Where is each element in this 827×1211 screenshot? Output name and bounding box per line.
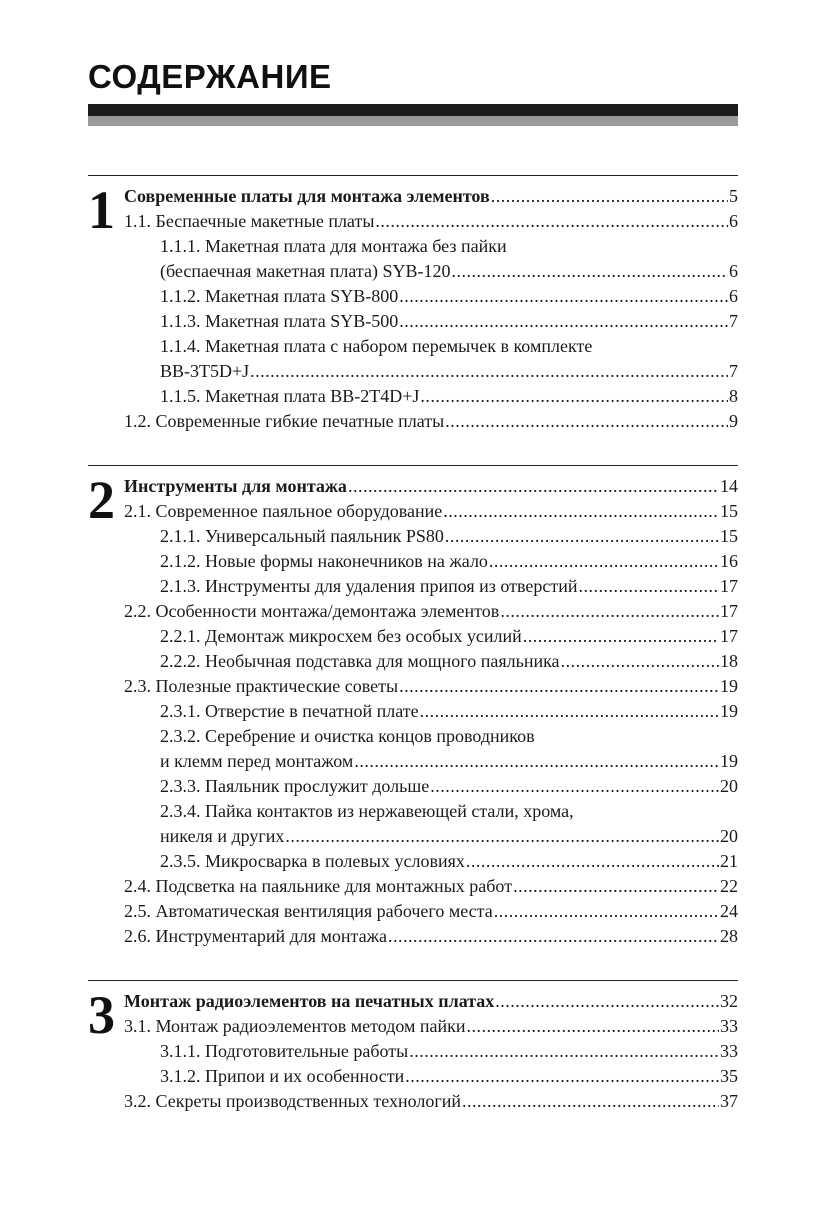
toc-entry[interactable]	[124, 824, 738, 849]
dot-leader	[354, 749, 719, 774]
toc-entry-title: 2.1. Современное паяльное оборудование	[124, 501, 443, 521]
toc-entry-title: 2.1.2. Новые формы наконечников на жало	[160, 551, 488, 571]
dot-leader	[523, 624, 719, 649]
chapter-heading-entry[interactable]	[124, 474, 738, 499]
toc-entry-title: и клемм перед монтажом	[160, 751, 354, 771]
page-number: 37	[720, 1091, 738, 1111]
page-number: 20	[720, 776, 738, 796]
toc-entry-title: 3.1. Монтаж радиоэлементов методом пайки	[124, 1016, 466, 1036]
dot-leader	[494, 899, 719, 924]
toc-list	[124, 989, 738, 1114]
chapter-divider	[88, 980, 738, 981]
chapter-number: 1	[88, 180, 115, 240]
toc-entry-title: 2.3.1. Отверстие в печатной плате	[160, 701, 419, 721]
dot-leader	[409, 1039, 719, 1064]
page-title: СОДЕРЖАНИЕ	[88, 58, 332, 95]
toc-entry[interactable]	[124, 924, 738, 949]
toc-entry[interactable]	[124, 899, 738, 924]
toc-entry-title: 2.2.1. Демонтаж микросхем без особых усилий	[160, 626, 522, 646]
dot-leader	[285, 824, 719, 849]
page-number: 19	[720, 676, 738, 696]
page-number: 19	[720, 751, 738, 771]
toc-entry-title: 2.3.2. Серебрение и очистка концов проводников	[160, 726, 535, 746]
page-number: 17	[720, 601, 738, 621]
page-number: 18	[720, 651, 738, 671]
dot-leader	[452, 259, 729, 284]
toc-entry-title: 2.2.2. Необычная подставка для мощного паяльника	[160, 651, 560, 671]
toc-entry[interactable]	[124, 874, 738, 899]
toc-entry-title: 2.6. Инструментарий для монтажа	[124, 926, 388, 946]
toc-entry[interactable]	[124, 799, 738, 824]
toc-entry-title: 2.4. Подсветка на паяльнике для монтажных работ	[124, 876, 513, 896]
toc-entry-title: 2.1.3. Инструменты для удаления припоя из отверстий	[160, 576, 578, 596]
dot-leader	[399, 284, 728, 309]
dot-leader	[388, 924, 719, 949]
toc-entry-title: 3.1.2. Припои и их особенности	[160, 1066, 405, 1086]
dot-leader	[445, 524, 719, 549]
dot-leader	[250, 359, 728, 384]
chapter-divider	[88, 175, 738, 176]
chapter-heading-entry[interactable]	[124, 989, 738, 1014]
toc-entry[interactable]	[124, 649, 738, 674]
dot-leader	[399, 674, 719, 699]
toc-entry[interactable]	[124, 549, 738, 574]
toc-entry[interactable]	[124, 624, 738, 649]
toc-entry-title: 1.1. Беспаечные макетные платы	[124, 211, 375, 231]
title-rule-dark	[88, 104, 738, 116]
dot-leader	[579, 574, 719, 599]
toc-entry-title: 2.5. Автоматическая вентиляция рабочего места	[124, 901, 493, 921]
toc-entry[interactable]	[124, 724, 738, 749]
dot-leader	[561, 649, 719, 674]
toc-entry-title: 1.1.4. Макетная плата с набором перемычек в комплекте	[160, 336, 593, 356]
toc-entry-title: 1.2. Современные гибкие печатные платы	[124, 411, 445, 431]
toc-entry-title: 1.1.3. Макетная плата SYB-500	[160, 311, 399, 331]
toc-entry[interactable]	[124, 699, 738, 724]
page-number: 28	[720, 926, 738, 946]
dot-leader	[399, 309, 728, 334]
toc-list	[124, 184, 738, 434]
toc-entry[interactable]	[124, 674, 738, 699]
page-number: 33	[720, 1041, 738, 1061]
toc-entry-title: 1.1.2. Макетная плата SYB-800	[160, 286, 399, 306]
dot-leader	[348, 474, 719, 499]
dot-leader	[467, 1014, 719, 1039]
toc-entry-title: 1.1.1. Макетная плата для монтажа без пайки	[160, 236, 507, 256]
toc-entry[interactable]	[124, 499, 738, 524]
toc-entry[interactable]	[124, 259, 738, 284]
dot-leader	[445, 409, 728, 434]
toc-entry-title: 1.1.5. Макетная плата BB-2T4D+J	[160, 386, 420, 406]
toc-entry[interactable]	[124, 749, 738, 774]
toc-entry[interactable]	[124, 384, 738, 409]
dot-leader	[462, 1089, 719, 1114]
toc-entry[interactable]	[124, 1039, 738, 1064]
page-number: 22	[720, 876, 738, 896]
toc-entry-title: 2.1.1. Универсальный паяльник PS80	[160, 526, 444, 546]
dot-leader	[405, 1064, 719, 1089]
toc-entry-title: Монтаж радиоэлементов на печатных платах	[124, 991, 495, 1011]
dot-leader	[466, 849, 719, 874]
toc-entry-title: BB-3T5D+J	[160, 361, 250, 381]
toc-entry-title: 2.3.4. Пайка контактов из нержавеющей стали, хрома,	[160, 801, 574, 821]
toc-entry[interactable]	[124, 334, 738, 359]
toc-entry[interactable]	[124, 1014, 738, 1039]
toc-list	[124, 474, 738, 949]
dot-leader	[443, 499, 719, 524]
toc-entry[interactable]	[124, 409, 738, 434]
page-number: 21	[720, 851, 738, 871]
toc-entry-title: 2.3.3. Паяльник прослужит дольше	[160, 776, 430, 796]
toc-entry[interactable]	[124, 234, 738, 259]
toc-entry[interactable]	[124, 574, 738, 599]
page-number: 8	[729, 386, 738, 406]
toc-entry-title: никеля и других	[160, 826, 285, 846]
page-number: 7	[729, 311, 738, 331]
toc-entry-title: 2.2. Особенности монтажа/демонтажа элементов	[124, 601, 500, 621]
toc-entry-title: 2.3.5. Микросварка в полевых условиях	[160, 851, 465, 871]
dot-leader	[491, 184, 728, 209]
dot-leader	[430, 774, 719, 799]
toc-entry-title: (беспаечная макетная плата) SYB-120	[160, 261, 451, 281]
page-number: 9	[729, 411, 738, 431]
toc-entry-title: 3.1.1. Подготовительные работы	[160, 1041, 409, 1061]
toc-entry[interactable]	[124, 599, 738, 624]
title-rule-grey	[88, 116, 738, 126]
toc-entry-title: Современные платы для монтажа элементов	[124, 186, 490, 206]
chapter-divider	[88, 465, 738, 466]
page-number: 33	[720, 1016, 738, 1036]
page-number: 19	[720, 701, 738, 721]
toc-entry[interactable]	[124, 524, 738, 549]
page-number: 6	[729, 286, 738, 306]
dot-leader	[420, 384, 728, 409]
chapter-number: 3	[88, 985, 115, 1045]
page-number: 35	[720, 1066, 738, 1086]
toc-entry-title: 3.2. Секреты производственных технологий	[124, 1091, 462, 1111]
dot-leader	[420, 699, 719, 724]
toc-entry[interactable]	[124, 1089, 738, 1114]
toc-entry[interactable]	[124, 309, 738, 334]
page-number: 15	[720, 501, 738, 521]
toc-entry[interactable]	[124, 774, 738, 799]
page-number: 24	[720, 901, 738, 921]
chapter-number: 2	[88, 470, 115, 530]
page-number: 20	[720, 826, 738, 846]
page-number: 6	[729, 211, 738, 231]
page-number: 5	[729, 186, 738, 206]
dot-leader	[489, 549, 719, 574]
dot-leader	[375, 209, 728, 234]
chapter-heading-entry[interactable]	[124, 184, 738, 209]
toc-entry[interactable]	[124, 1064, 738, 1089]
page-number: 6	[729, 261, 738, 281]
page-number: 17	[720, 626, 738, 646]
page-number: 17	[720, 576, 738, 596]
toc-entry[interactable]	[124, 209, 738, 234]
toc-entry[interactable]	[124, 284, 738, 309]
page-number: 32	[720, 991, 738, 1011]
dot-leader	[513, 874, 719, 899]
dot-leader	[500, 599, 719, 624]
page-number: 14	[720, 476, 738, 496]
toc-entry-title: 2.3. Полезные практические советы	[124, 676, 399, 696]
dot-leader	[495, 989, 719, 1014]
toc-entry[interactable]	[124, 849, 738, 874]
toc-entry[interactable]	[124, 359, 738, 384]
toc-entry-title: Инструменты для монтажа	[124, 476, 347, 496]
page-number: 15	[720, 526, 738, 546]
page-number: 16	[720, 551, 738, 571]
page-number: 7	[729, 361, 738, 381]
